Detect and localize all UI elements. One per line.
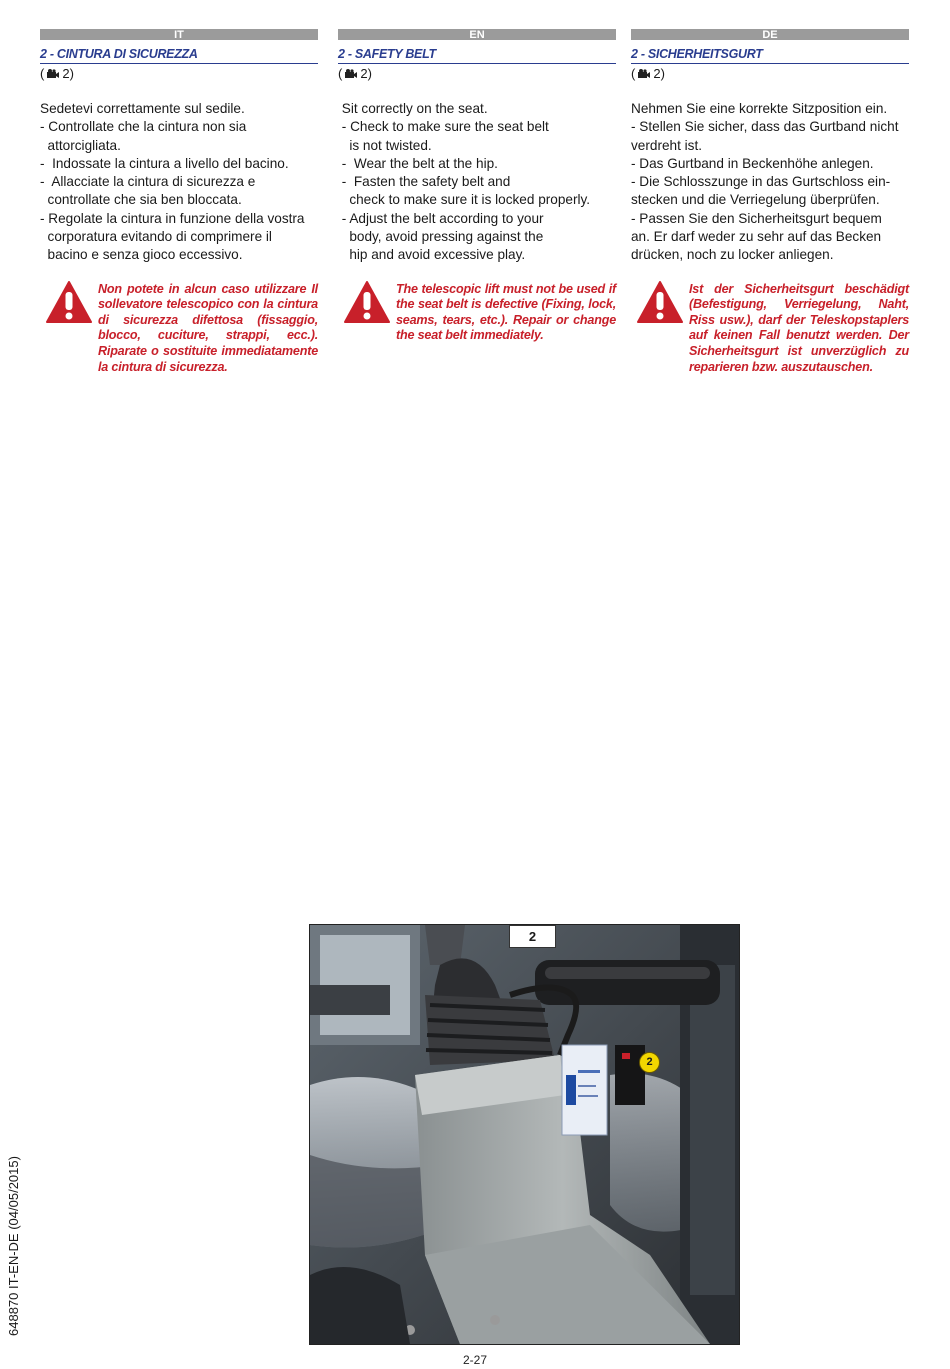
warning-block <box>40 282 318 376</box>
section-title: 2 - SAFETY BELT <box>338 47 616 64</box>
document-code: 648870 IT-EN-DE (04/05/2015) <box>6 1156 21 1336</box>
warning-triangle-icon <box>344 280 390 324</box>
column-it <box>40 29 318 375</box>
language-header: IT <box>40 29 318 40</box>
language-header: EN <box>338 29 616 40</box>
column-de <box>631 29 909 375</box>
camera-icon <box>638 69 650 79</box>
warning-triangle-icon <box>637 280 683 324</box>
column-en <box>338 29 616 344</box>
figure-reference: ( 2) <box>631 66 665 81</box>
warning-text: Ist der Sicherheitsgurt beschädigt (Befestigung, Verriegelung, Naht, Riss usw.), darf der Teleskopstaplers auf keinen Fall benutzt werden. Der Sicherheitsgurt ist unverzüglich zu reparieren bzw. auszutauschen. <box>689 281 909 374</box>
instructions-text: Sedetevi correttamente sul sedile. - Controllate che la cintura non sia attorcigliata. - Indossate la cintura a livello del bacino. - Allacciate la cintura di sicurezza e controllate che sia ben bloccata. - Regolate la cintura in funzione della vostra corporatura evitando di comprimere il bacino e senza gioco eccessivo. <box>40 101 305 263</box>
section-title: 2 - SICHERHEITSGURT <box>631 47 909 64</box>
camera-icon <box>345 69 357 79</box>
seat-belt-photo <box>309 924 740 1345</box>
figure-reference: ( 2) <box>40 66 74 81</box>
page-number: 2-27 <box>462 1353 488 1367</box>
warning-text: Non potete in alcun caso utilizzare Il sollevatore telescopico con la cintura di sicurezza difettosa (fissaggio, blocco, cuciture, strappi, ecc.). Riparate o sostituite immediatamente la cintura di sicurezza. <box>98 281 318 374</box>
camera-icon <box>47 69 59 79</box>
instructions-text: Sit correctly on the seat. - Check to make sure the seat belt is not twisted. - Wear the belt at the hip. - Fasten the safety belt and check to make sure it is locked properly. - Adjust the belt according to your body, avoid pressing against the hip and avoid excessive play. <box>338 101 591 263</box>
warning-triangle-icon <box>46 280 92 324</box>
instructions-text: Nehmen Sie eine korrekte Sitzposition ein. - Stellen Sie sicher, dass das Gurtband nicht verdreht ist. - Das Gurtband in Beckenhöhe anlegen. - Die Schlosszunge in das Gurtschloss ein- stecken und die Verriegelung überprüfen. - Passen Sie den Sicherheitsgurt bequem an. Er darf weder zu sehr auf das Becken drücken, noch zu locker anliegen. <box>631 101 899 263</box>
warning-block <box>338 282 616 344</box>
figure-label: 2 <box>509 925 556 948</box>
callout-marker: 2 <box>639 1052 660 1073</box>
figure-reference: ( 2) <box>338 66 372 81</box>
cab-interior-illustration <box>310 925 739 1344</box>
language-header: DE <box>631 29 909 40</box>
section-title: 2 - CINTURA DI SICUREZZA <box>40 47 318 64</box>
warning-text: The telescopic lift must not be used if the seat belt is defective (Fixing, lock, seams, tears, etc.). Repair or change the seat belt immediately. <box>396 281 616 343</box>
warning-block <box>631 282 909 376</box>
